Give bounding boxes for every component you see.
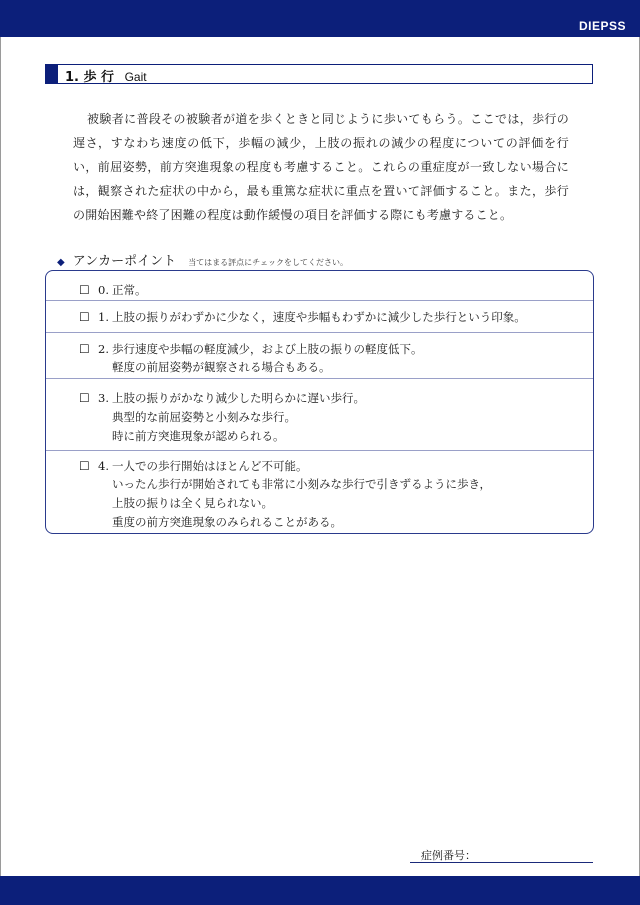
- anchor-number: 2.: [98, 342, 109, 356]
- anchor-text: 軽度の前屈姿勢が観察される場合もある。: [112, 360, 331, 374]
- section-header: [45, 64, 593, 84]
- anchor-heading: [57, 250, 348, 269]
- checkbox-3[interactable]: ☐: [79, 391, 90, 405]
- intro-line: は，観察された症状の中から，最も重篤な症状に重点を置いて評価すること。また，歩行: [73, 184, 569, 198]
- intro-line: 被験者に普段その被験者が道を歩くときと同じように歩いてもらう。ここでは，歩行の: [87, 112, 569, 126]
- section-title-text: 歩 行: [83, 70, 115, 85]
- intro-line: の開始困難や終了困難の程度は動作緩慢の項目を評価する際にも考慮すること。: [73, 208, 513, 222]
- brand-label: DIEPSS: [578, 19, 626, 33]
- intro-line: い，前屈姿勢，前方突進現象の程度も考慮すること。これらの重症度が一致しない場合に: [73, 160, 569, 174]
- anchor-heading-text: アンカーポイント: [72, 254, 177, 269]
- section-accent: [46, 65, 58, 83]
- checkbox-1[interactable]: ☐: [79, 310, 90, 324]
- anchor-text: 一人での歩行開始はほとんど不可能。: [112, 459, 308, 473]
- anchor-text: いったん歩行が開始されても非常に小刻みな歩行で引きずるように歩き，: [112, 477, 492, 491]
- checkbox-0[interactable]: ☐: [79, 283, 90, 297]
- anchor-number: 3.: [98, 391, 109, 405]
- anchor-number: 1.: [98, 310, 109, 324]
- case-number-field[interactable]: [410, 846, 593, 863]
- anchor-text: 典型的な前屈姿勢と小刻みな歩行。: [112, 410, 296, 424]
- anchor-number: 0.: [98, 283, 109, 297]
- anchor-text: 時に前方突進現象が認められる。: [112, 429, 285, 443]
- anchor-item-4: [46, 451, 593, 534]
- anchor-text: 重度の前方突進現象のみられることがある。: [112, 515, 342, 529]
- anchor-number: 4.: [98, 459, 109, 473]
- anchor-box: [45, 270, 594, 534]
- anchor-item-3: [46, 379, 593, 451]
- section-title: [65, 66, 147, 85]
- case-number-label: 症例番号：: [421, 849, 476, 862]
- anchor-text: 正常。: [112, 283, 147, 297]
- anchor-text: 上肢の振りがわずかに少なく，速度や歩幅もわずかに減少した歩行という印象。: [112, 310, 526, 324]
- top-bar: [0, 0, 640, 37]
- intro-paragraph: [73, 107, 569, 227]
- checkbox-4[interactable]: ☐: [79, 459, 90, 473]
- diamond-icon: ◆: [57, 257, 65, 268]
- anchor-text: 上肢の振りは全く見られない。: [112, 496, 273, 510]
- bottom-bar: [0, 876, 640, 905]
- anchor-item-0: [46, 271, 593, 301]
- anchor-note: 当てはまる評点にチェックをしてください。: [188, 258, 348, 267]
- anchor-item-2: [46, 333, 593, 379]
- anchor-text: 上肢の振りがかなり減少した明らかに遅い歩行。: [112, 391, 365, 405]
- checkbox-2[interactable]: ☐: [79, 342, 90, 356]
- anchor-text: 歩行速度や歩幅の軽度減少，および上肢の振りの軽度低下。: [112, 342, 423, 356]
- section-subtitle: Gait: [124, 70, 147, 84]
- intro-line: 遅さ，すなわち速度の低下，歩幅の減少，上肢の振れの減少の程度についての評価を行: [73, 136, 569, 150]
- section-number: 1.: [65, 70, 79, 85]
- anchor-item-1: [46, 301, 593, 333]
